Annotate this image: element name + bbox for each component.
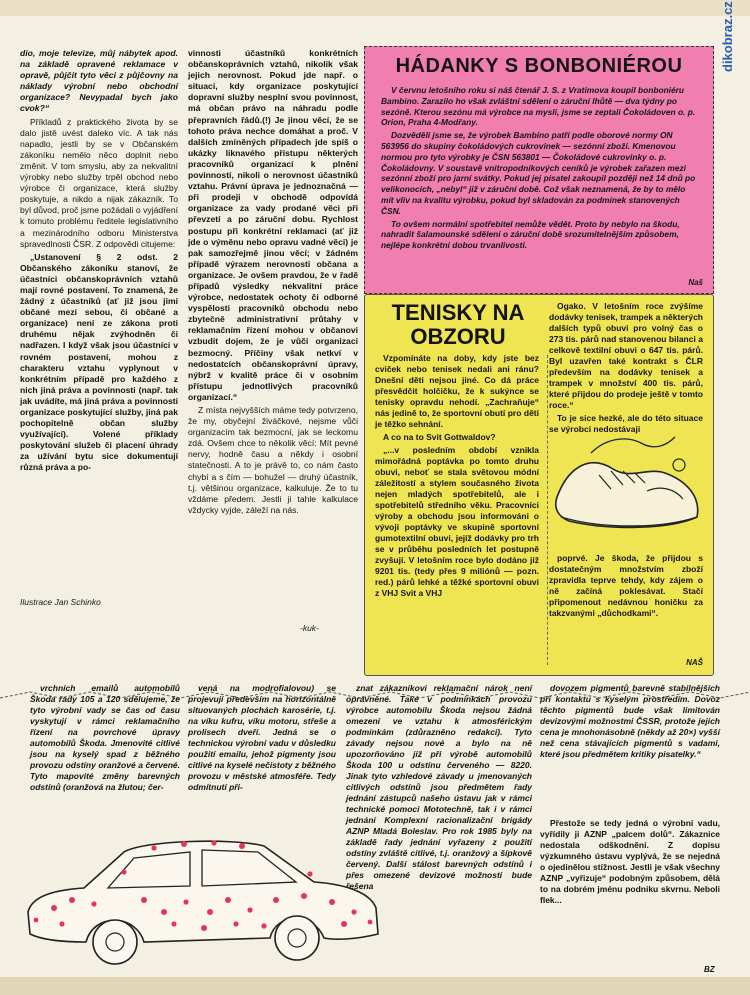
tenisky-column-1 bbox=[375, 353, 539, 601]
bonboniera-paragraph: Dozvěděli jsme se, že výrobek Bambino patří podle oborové normy ON 563956 do skupiny čokoládových cukrovinek — sezónní zboží. Kmenovou normou pro tyto výrobky je ČSN 563801 — Čokoládové cukrovinky o. p. Čokoládovny. V soustavě vnitropodnikových ceníků je výrobek zařazen mezi sezónní zboží pro jarní svátky. Pokud jej pisatel zakoupil později než 14 dnů po velikonocích, „nebyl“ již v záruční době. Což však neznamená, že by to mělo mít vliv na kvalitu výrobku, pokud byl skladován za podmínek stanovených ČSN. bbox=[381, 130, 696, 216]
bottom-article-column-1 bbox=[30, 683, 180, 793]
bottom-paragraph: vrchních emailů automobilů Škoda řady 105 a 120 sdělujeme, že tyto výrobní vady se čas od času vyskytují v rámci reklamačního řízení na povrchové úpravy automobilů Škoda. Jmenovité citlivé jsou na kyselý spad z běžného provozu odstíny oranžové a červené. Tyto mapovité změny barevných odstínů (oranžová na žlutou; čer- bbox=[30, 683, 180, 792]
illustration-credit: Ilustrace Jan Schinko bbox=[20, 597, 101, 607]
article-paragraph: dio, moje televize, můj nábytek apod. na základě opravené reklamace v opravě, půjčit tyto věci z půjčovny na náklady výrobní nebo obchodní organizace? Nevypadal bych jako cvok?“ bbox=[20, 48, 178, 114]
bonboniera-signature: Naš bbox=[688, 278, 703, 287]
site-watermark[interactable]: dikobraz.cz bbox=[720, 1, 735, 72]
bottom-article-column-2 bbox=[188, 683, 336, 793]
bottom-article-column-4 bbox=[540, 683, 720, 760]
tenisky-column-2 bbox=[549, 301, 703, 437]
bottom-paragraph: dovozem pigmentů barevně stabilnějších při kontaktu s kyselým prostředím. Dovoz těchto pigmentů bude však limitován devizovými možnostmi ČSSR, protože jejich cena je mnohonásobně (někdy až 20×) vyšší než cena stávajících pigmentů s vadami, které jsou předmětem kritiky pisatelky.“ bbox=[540, 683, 720, 759]
bottom-article-column-5 bbox=[540, 818, 720, 906]
tenisky-title: TENISKY NA OBZORU bbox=[391, 300, 525, 349]
bottom-paragraph: znat zákazníkovi reklamační nárok není oprávněné. Také v podmínkách provozu výrobce automobilu Škoda nejsou žádná omezení ve vztahu k atmosférickým podmínkám (zdůrazněno redakcí). Tyto závady nejsou nové a bylo na ně upozorňováno již při výrobě automobilů Škoda 100 u odstínu červeného — 8220. Jinak tyto vzhledové závady u jmenovaných citlivých odstínů jsou předmětem řady jednání zástupců našeho ústavu jak v rámci technické pomoci Mototechně, tak i v rámci jednání Komplexní racionalizační brigády AZNP Mladá Boleslav. Pro rok 1985 byly na základě řady jednání vyřazeny z použití odstíny zvláště citlivé, t.j. oranžový a šípkově červený. Další stálost barevných odstínů i přes omezené devizové možnosti bude řešena bbox=[346, 683, 532, 891]
bonboniera-text bbox=[381, 85, 699, 253]
article-quote: „Ustanovení § 2 odst. 2 Občanského zákoníku stanoví, že účastníci občanskoprávních vztahů mají rovné postavení. To znamená, že žádný z účastníků (ať již jsou jimi občané mezi sebou, či občané a organizace) není ze zákona proti druhému nějak zvýhodněn či nadřazen. I když však jsou účastníci v rovném postavení, mohou z charakteru vztahu vyplynout v konkrétním případě pro každého z nich jiná práva a povinnosti (např. tak jak uvádíte, má jiná práva a povinnosti organizace poskytující služby, jiná pak pochopitelně občan služby využívající). Volené příklady poskytování služeb či placení úhrady za užívání bytu sice dokumentují různá práva a po- bbox=[20, 251, 178, 473]
article-paragraph: Z místa nejvyšších máme tedy potvrzeno, že my, obyčejní živáčkové, nejsme vůči organizacím tak bezmocní, jak se leckomu zdá. Ovšem chce to několik věcí: Mít pevné nervy, hodně času a někdy i osobní statečnosti. A to je právě to, co nám často chybí a s čím — bohužel — druhý účastník, t.j. většinou organizace, kalkuluje. Že to tu vždáme předem. Jestli ji tahle kalkulace vždycky vyjde, záleží na nás. bbox=[188, 405, 358, 515]
bottom-paragraph: vená na modrofialovou) se projevují především na horizontálně situovaných plochách karosérie, t.j. na víku kufru, víku motoru, střeše a prolisech dveří. Jedná se o technickou výrobní vadu v důsledku použití emailu, jehož pigmenty jsou citlivé na kyselé nečistoty z běžného provozu v městské atmosféře. Tedy odmítnutí při- bbox=[188, 683, 336, 792]
bonboniera-paragraph: V červnu letošního roku si náš čtenář J. S. z Vratimova koupil bonboniéru Bambino. Zarazilo ho však zvláštní sdělení o záruční lhůtě — dva týdny po sezóně. Kterou sezónu má výrobce na mysli, jsme se zeptali Čokoládoven o. p. Orion, Praha 4-Modřany. bbox=[381, 85, 696, 128]
author-signature: -kuk- bbox=[300, 623, 319, 633]
article-quote: vinnosti účastníků konkrétních občanskoprávních vztahů, nikolik však jejich nerovnost. Pokud jde např. o situaci, kdy organizace poskytující dopravní služby nesplní svou povinnost, má občan právo na náhradu podle přepravních řádů.(!) Je jinou věcí, že se tohoto práva nechce domáhat a proč. V dalších zmíněných případech jde spíš o ukázky liknavého přístupu některých pracovníků organizací k plnění povinností, nikoli o nerovnost účastníků vztahu. Právní úprava je jednoznačná — při prodeji v obchodě odpovídá organizace za vady prodané věci při převzetí a po záruční dobu. Rychlost postupu při konkrétní reklamaci (ať již jde o výměnu nebo opravu vadné věci) je pak samozřejmě jinou věcí; v žádném případě výrazem nerovnosti občana a organizace. Je ovšem pravdou, že v řadě případů výsledky nekvalitní práce výrobce, nedostatek ochoty či odborné vyspělosti pracovníků obchodu nebo zbytečně administrativní průtahy v reklamačním řízení mohou v občanovi vzbudit dojem, že je vůči organizaci bezmocný. Příčiny však netkví v nedostatcích občanskoprávní úpravy, nýbrž v kvalitě práce či v osobním přístupu jednotlivých pracovníků organizací.“ bbox=[188, 48, 358, 402]
sneaker-illustration-icon bbox=[551, 425, 707, 545]
left-article-column-2 bbox=[188, 48, 358, 518]
bottom-signature: BZ bbox=[704, 965, 715, 974]
page-top-edge bbox=[0, 0, 750, 16]
page-bottom-edge bbox=[0, 977, 750, 995]
bonboniera-box bbox=[364, 46, 714, 294]
tenisky-quote: „...v posledním období vznikla mimořádná poptávka po tomto druhu obuvi, neboť se stala světovou módní záležitostí a stylem současného života nejen mladých spotřebitelů, ale i spotřebitelů středního věku. Pracovníci výroby a obchodu jsou informováni o vývoji poptávky ve skupině sportovní gumotextilní obuvi, jejíž dodávky pro trh se v průběhu posledních let postupně zvyšují. V letošním roce bylo dodáno již 9201 tis. (tedy přes 9 miliónů — pozn. red.) párů lehké a těžké sportovní obuvi z VHJ Svit a VHJ bbox=[375, 445, 539, 598]
tenisky-column-3 bbox=[549, 553, 703, 621]
tenisky-paragraph: Vzpomínáte na doby, kdy jste bez cviček nebo tenisek nedali ani ránu? Dnešní děti nejsou jiné. Co dá práce přesvědčit holčičku, že k sukýnce se tenisky opravdu nehodí. „Zachraňuje“ nás jedině to, že sportovní obutí pro děti je těžko sehnání. bbox=[375, 353, 539, 429]
tenisky-paragraph: To je sice hezké, ale do této situace se výrobci nedostávají bbox=[549, 413, 703, 434]
tenisky-box bbox=[364, 294, 714, 676]
spotted-car-illustration-icon bbox=[14, 812, 392, 972]
bonboniera-paragraph: To ovšem normální spotřebitel nemůže vědět. Proto by nebylo na škodu, nahradit šalamounské sdělení o záruční době srozumitelnějším způsobem, nejlépe konkrétní dobou trvanlivosti. bbox=[381, 218, 680, 251]
article-paragraph: Příkladů z praktického života by se dalo jistě uvést daleko víc. A tak nás napadlo, jestli by se v Občanském zákoníku nemělo něco doplnit nebo změnit. V tom smyslu, aby za nekvalitní výrobky nebo služby trpěl obchod nebo výrobce či organizace, která služby poskytuje, a nikdo a nijak zákazník. To byl důvod, proč jsme požádali o vyjádření k tomuto problému ředitele legislativního a mezinárodního odboru Ministerstva spravedlnosti ČSR. Z odpovědi citujeme: bbox=[20, 116, 178, 249]
tenisky-quote: Ogako. V letošním roce zvýšíme dodávky tenisek, trampek a některých dalších typů obuvi pro volný čas o 273 tis. párů nad stanovenou bilanci a celkově textilní obuvi o 647 tis. párů. Byl uzavřen také kontrakt s ČLR především na dodávky tenisek a trampek v množství 400 tis. párů, které přijdou do prodeje ještě v tomto roce.“ bbox=[549, 301, 703, 410]
left-article-column-1 bbox=[20, 48, 178, 476]
tenisky-question: A co na to Svit Gottwaldov? bbox=[383, 432, 496, 442]
bottom-paragraph: Přestože se tedy jedná o výrobní vadu, vyřídily ji AZNP „palcem dolů“. Zákaznice nedostala odškodnění. Z dopisu výzkumného ústavu vyplývá, že se nejedná o ojedinělou stížnost. Jestli je však všechny AZNP „vyřizuje“ podobným způsobem, dělá to na dobrém jménu podniku skvrnu. Neboli flek... bbox=[540, 818, 720, 905]
bonboniera-title: HÁDANKY S BONBONIÉROU bbox=[395, 55, 683, 77]
tenisky-signature: NAŠ bbox=[686, 658, 703, 667]
tenisky-paragraph: poprvé. Je škoda, že přijdou s dostatečným množstvím zboží zpravidla teprve tehdy, kdy zájem o ně začíná poklesávat. Stačí připomenout nedávnou honičku za takzvanými „důchodkami“. bbox=[549, 553, 703, 618]
